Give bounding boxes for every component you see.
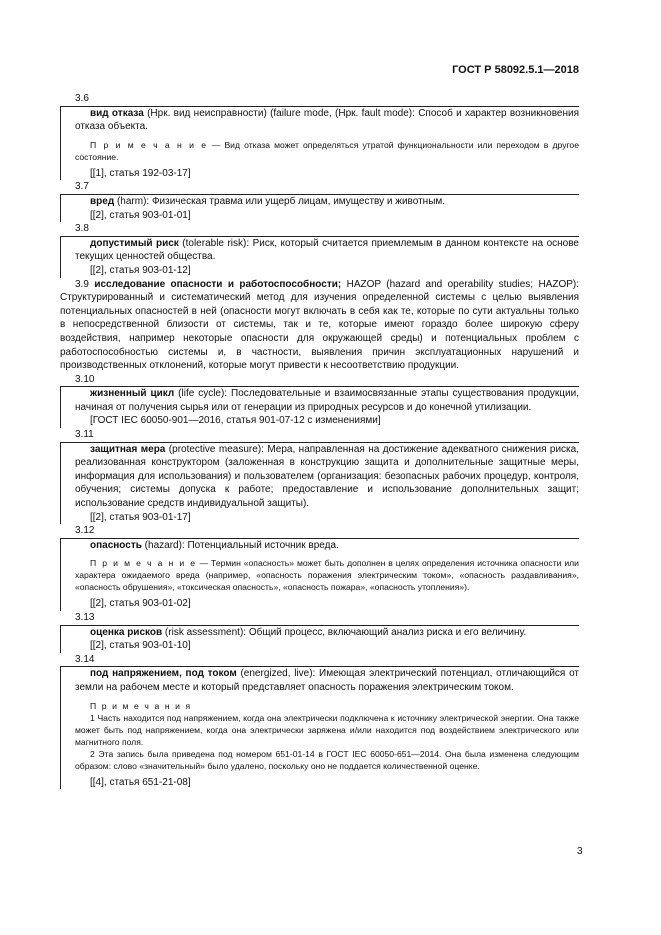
note-2: 2 Эта запись была приведена под номером 651-01-14 в ГОСТ IEC 60050-651—2014. Она была изменена следующим образом: слово «значительный» было удалено, поскольку оно не поддается количественной оценке. (75, 748, 579, 771)
source-reference: [[2], статья 903-01-01] (90, 209, 191, 221)
term-definition (60, 278, 579, 373)
source-reference: [[2], статья 903-01-10] (90, 640, 191, 652)
term-title: опасность (90, 539, 142, 551)
entry-number: 3.14 (75, 653, 95, 665)
definition-text: (life cycle): Последовательные и взаимосвязанные этапы существования продукции, начиная от получения сырья или от генерации из природных ресурсов и до конечной утилизации. (75, 388, 579, 413)
term-title: исследование опасности и работоспособности; (94, 278, 342, 290)
term-title: жизненный цикл (90, 388, 175, 400)
term-title: под напряжением, под током (90, 668, 237, 680)
source-reference: [[2], статья 903-01-17] (90, 511, 191, 523)
entry-number: 3.11 (75, 429, 94, 441)
entry-number: 3.7 (75, 181, 89, 193)
source-reference: [[2], статья 903-01-02] (90, 598, 191, 610)
note-label: П р и м е ч а н и е (90, 139, 208, 150)
definition-text: (Нрк. вид неисправности) (failure mode, (Нрк. fault mode): Способ и характер возникновения отказа объекта. (75, 107, 579, 133)
document-code: ГОСТ Р 58092.5.1—2018 (452, 64, 579, 76)
term-definition (75, 539, 579, 553)
term-entry-3-8 (60, 236, 579, 278)
entry-number: 3.9 (75, 278, 89, 290)
term-entry-3-6 (60, 106, 579, 181)
entry-number: 3.13 (75, 612, 95, 623)
source-reference: [ГОСТ IEC 60050-901—2016, статья 901-07-12 с изменениями] (90, 415, 381, 427)
term-definition (75, 626, 579, 640)
note-1: 1 Часть находится под напряжением, когда она электрически подключена к источнику электрической энергии. Она также может быть под напряжением, когда она электрически заряжена и/или находится под воздействием электрического или магнитного поля. (75, 712, 579, 747)
notes-title: П р и м е ч а н и я (90, 700, 192, 711)
term-title: защитная мера (90, 443, 166, 455)
definition-text: (tolerable risk): Риск, который считается приемлемым в данном контексте на основе текущих ценностей общества. (75, 237, 579, 263)
term-entry-3-14 (60, 666, 579, 789)
definition-text: (hazard): Потенциальный источник вреда. (141, 539, 339, 551)
source-reference: [[4], статья 651-21-08] (90, 776, 191, 788)
note (75, 139, 579, 163)
term-definition (75, 195, 579, 209)
definition-text: HAZOP (hazard and operability studies; HAZOP): Структурированный и систематический метод для изучения определенной системы с целью выявления потенциальных опасностей в ней (опасности могут включать в себя как те, которые по сути актуальны только в непосредственной близости от системы, так и те, которые имеют гораздо более широкую сферу воздействия, например некоторые опасности для окружающей среды) и потенциальных проблем с работоспособностью системы и, в частности, выявления причин эксплуатационных нарушений и производственных отклонений, которые могут привести к несоответствию продукции. (60, 278, 580, 372)
term-definition (75, 443, 579, 511)
definition-text: (energized, live): Имеющая электрический потенциал, отличающийся от земли на рабочем месте и который представляет опасность поражения электрическим током. (75, 668, 579, 693)
term-title: вред (90, 195, 115, 207)
term-entry-3-13 (60, 625, 579, 653)
document-body (60, 92, 579, 789)
term-definition (75, 387, 579, 414)
definition-text: (harm): Физическая травма или ущерб лицам, имуществу и животным. (114, 195, 446, 207)
term-entry-3-10 (60, 386, 579, 428)
term-entry-3-11 (60, 442, 579, 525)
term-entry-3-9 (60, 278, 579, 373)
note (75, 557, 579, 593)
source-reference: [[1], статья 192-03-17] (90, 167, 191, 179)
term-definition (75, 107, 579, 134)
note-text: — Термин «опасность» может быть дополнен в целях определения источника опасности или характера ожидаемого вреда (например, «опасность поражения электрическим током», «опасность раздавливания», «опасность обрушения», «токсическая опасность», «опасность пожара», «опасность утопления»). (75, 558, 579, 593)
page-number: 3 (577, 846, 583, 857)
term-entry-3-12 (60, 538, 579, 611)
term-title: допустимый риск (90, 237, 179, 249)
definition-text: (risk assessment): Общий процесс, включающий анализ риска и его величину. (162, 626, 527, 638)
entry-number: 3.6 (75, 93, 89, 104)
term-definition (75, 667, 579, 694)
note-text: — Вид отказа может определяться утратой функциональности или переходом в другое состояние. (75, 139, 579, 162)
definition-text: (protective measure): Мера, направленная на достижение адекватного снижения риска, реализованная конструктором (заложенная в конструкцию защита и дополнительные защитные меры, информация для использования) и пользователем (организация: безопасных рабочих процедур, контроля, обучения; системы допуска к работе; предоставление и использование дополнительных защит; использование средств индивидуальной защиты). (75, 443, 579, 510)
term-title: вид отказа (90, 107, 144, 119)
term-title: оценка рисков (90, 626, 163, 638)
entry-number: 3.8 (75, 223, 89, 235)
note-label: П р и м е ч а н и е (90, 558, 197, 569)
term-definition (75, 237, 579, 264)
entry-number: 3.10 (75, 373, 95, 385)
entry-number: 3.12 (75, 525, 95, 537)
source-reference: [[2], статья 903-01-12] (90, 264, 191, 276)
term-entry-3-7 (60, 194, 579, 222)
